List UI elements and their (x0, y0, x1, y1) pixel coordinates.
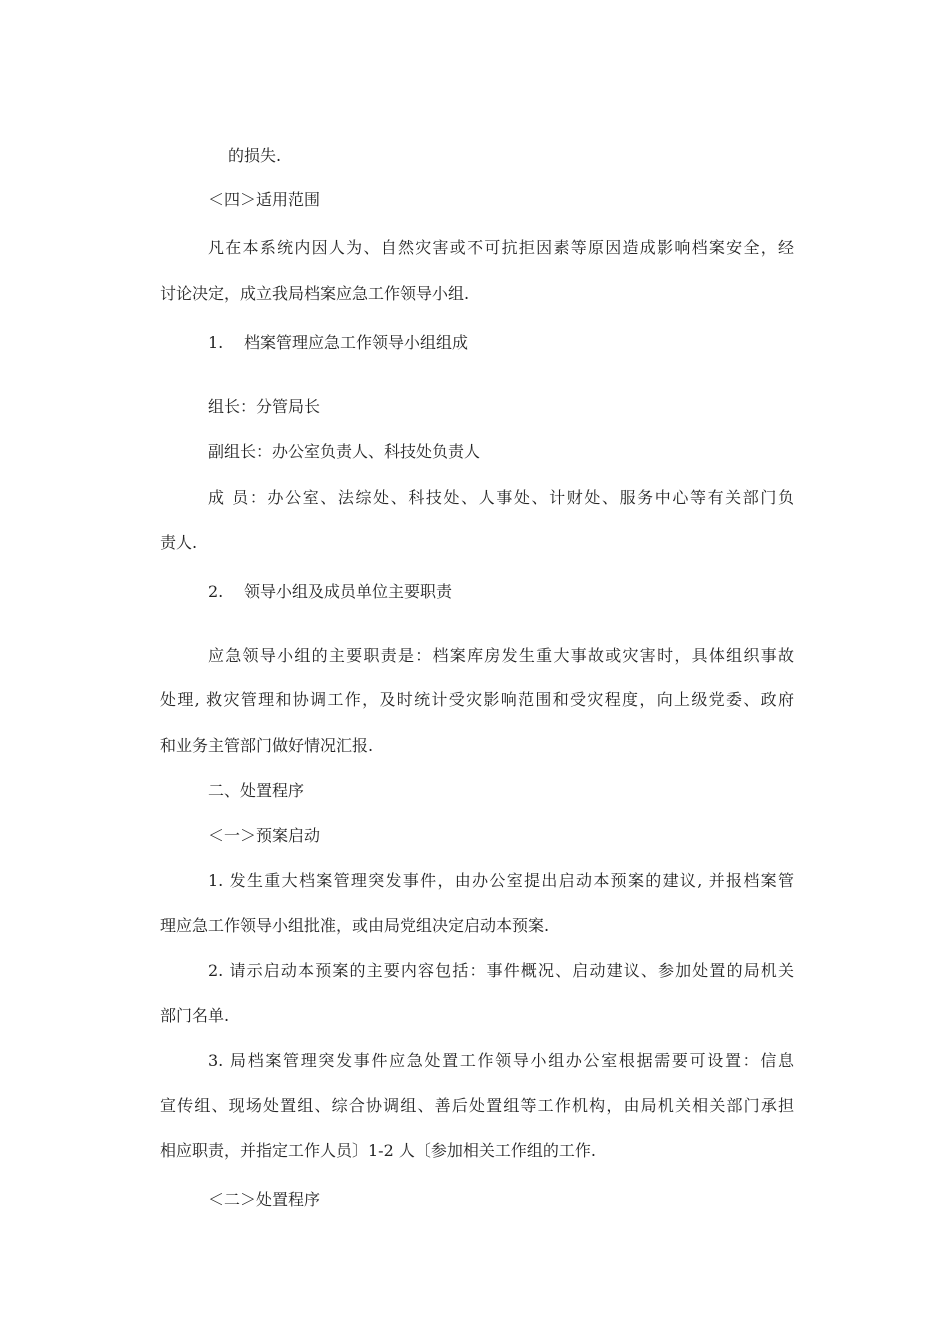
text-line: 和业务主管部门做好情况汇报. (160, 736, 374, 755)
section-heading: ＜二＞处置程序 (208, 1190, 321, 1209)
text-line: 2. 请示启动本预案的主要内容包括：事件概况、启动建议、参加处置的局机关 (208, 961, 794, 980)
text-line: 责人. (160, 533, 198, 552)
section-heading: ＜一＞预案启动 (208, 826, 321, 845)
text-line: 讨论决定，成立我局档案应急工作领导小组. (160, 284, 470, 303)
item-text: 领导小组及成员单位主要职责 (244, 582, 453, 601)
text-line: 3. 局档案管理突发事件应急处置工作领导小组办公室根据需要可设置：信息 (208, 1051, 794, 1070)
text-line: 组长：分管局长 (208, 397, 321, 416)
section-heading: ＜四＞适用范围 (208, 190, 321, 209)
text-line: 应急领导小组的主要职责是：档案库房发生重大事故或灾害时，具体组织事故 (208, 646, 794, 665)
numbered-heading (208, 582, 452, 602)
item-number: 2. (208, 582, 224, 601)
text-line: 的损失. (228, 146, 282, 165)
section-heading: 二、处置程序 (208, 781, 305, 800)
text-line: 成 员：办公室、法综处、科技处、人事处、计财处、服务中心等有关部门负 (208, 488, 794, 507)
text-line: 处理, 救灾管理和协调工作，及时统计受灾影响范围和受灾程度，向上级党委、政府 (160, 690, 794, 709)
text-line: 部门名单. (160, 1006, 230, 1025)
text-line: 凡在本系统内因人为、自然灾害或不可抗拒因素等原因造成影响档案安全，经 (208, 238, 794, 257)
text-line: 宣传组、现场处置组、综合协调组、善后处置组等工作机构，由局机关相关部门承担 (160, 1096, 794, 1115)
item-number: 1. (208, 333, 224, 352)
numbered-heading (208, 333, 468, 353)
text-line: 理应急工作领导小组批准，或由局党组决定启动本预案. (160, 916, 550, 935)
text-line: 1. 发生重大档案管理突发事件，由办公室提出启动本预案的建议, 并报档案管 (208, 871, 794, 890)
text-line: 相应职责，并指定工作人员〕1-2 人〔参加相关工作组的工作. (160, 1141, 596, 1160)
text-line: 副组长：办公室负责人、科技处负责人 (208, 442, 481, 461)
item-text: 档案管理应急工作领导小组组成 (244, 333, 469, 352)
